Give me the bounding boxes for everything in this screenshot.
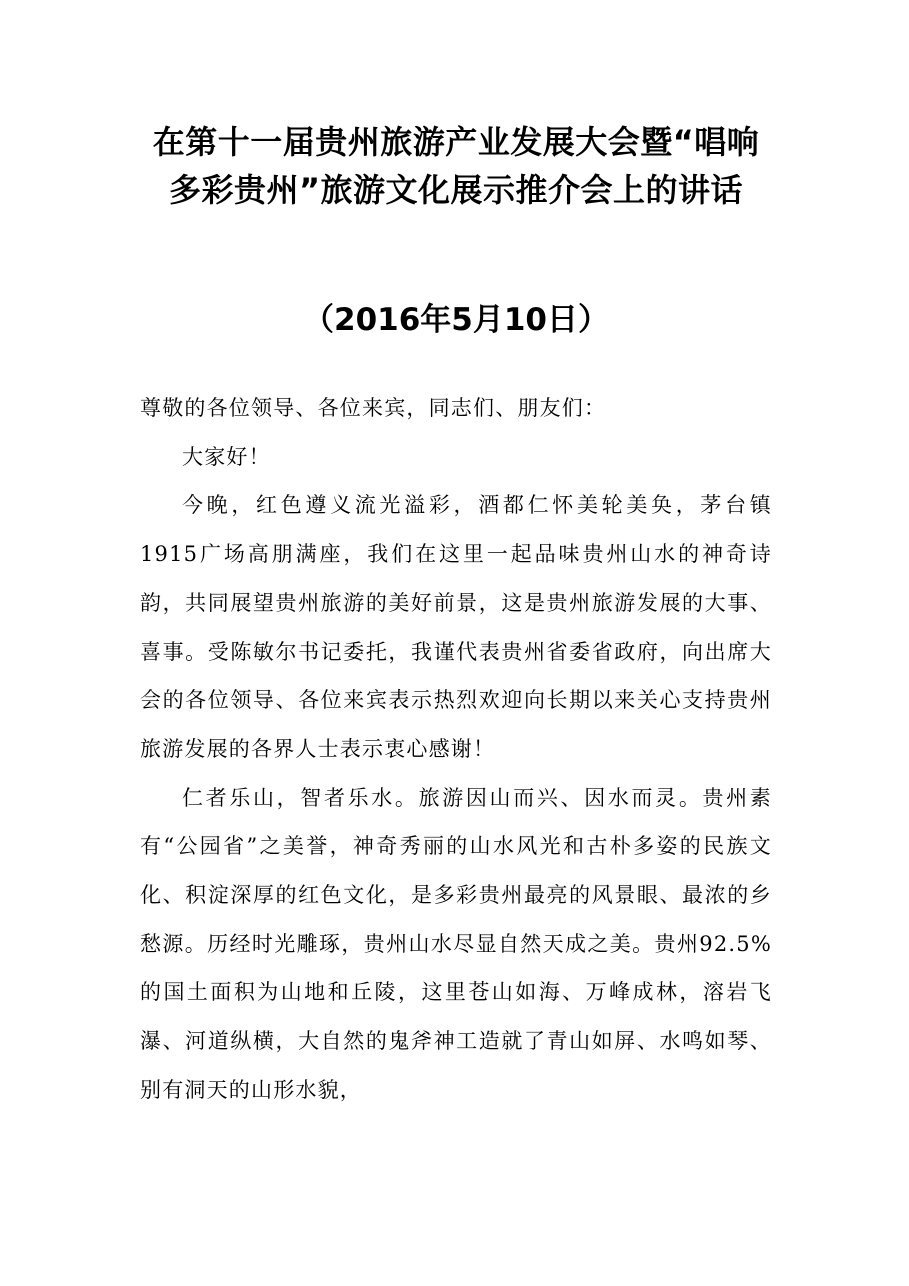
document-date: （2016年5月10日） <box>303 302 609 338</box>
document-body <box>140 384 772 1115</box>
greeting: 大家好！ <box>182 444 271 469</box>
paragraph-2: 仁者乐山，智者乐水。旅游因山而兴、因水而灵。贵州素有“公园省”之美誉，神奇秀丽的山水风光和古朴多姿的民族文化、积淀深厚的红色文化，是多彩贵州最亮的风景眼、最浓的乡愁源。历经时光雕琢，贵州山水尽显自然天成之美。贵州92.5%的国土面积为山地和丘陵，这里苍山如海、万峰成林，溶岩飞瀑、河道纵横，大自然的鬼斧神工造就了青山如屏、水鸣如琴、别有洞天的山形水貌， <box>140 785 772 1102</box>
paragraph-1: 今晚，红色遵义流光溢彩，酒都仁怀美轮美奂，茅台镇1915广场高朋满座，我们在这里一起品味贵州山水的神奇诗韵，共同展望贵州旅游的美好前景，这是贵州旅游发展的大事、喜事。受陈敏尔书记委托，我谨代表贵州省委省政府，向出席大会的各位领导、各位来宾表示热烈欢迎向长期以来关心支持贵州旅游发展的各界人士表示衷心感谢！ <box>140 493 772 761</box>
document-title: 在第十一届贵州旅游产业发展大会暨“唱响多彩贵州”旅游文化展示推介会上的讲话 <box>152 123 760 209</box>
salutation: 尊敬的各位领导、各位来宾，同志们、朋友们： <box>140 396 607 420</box>
